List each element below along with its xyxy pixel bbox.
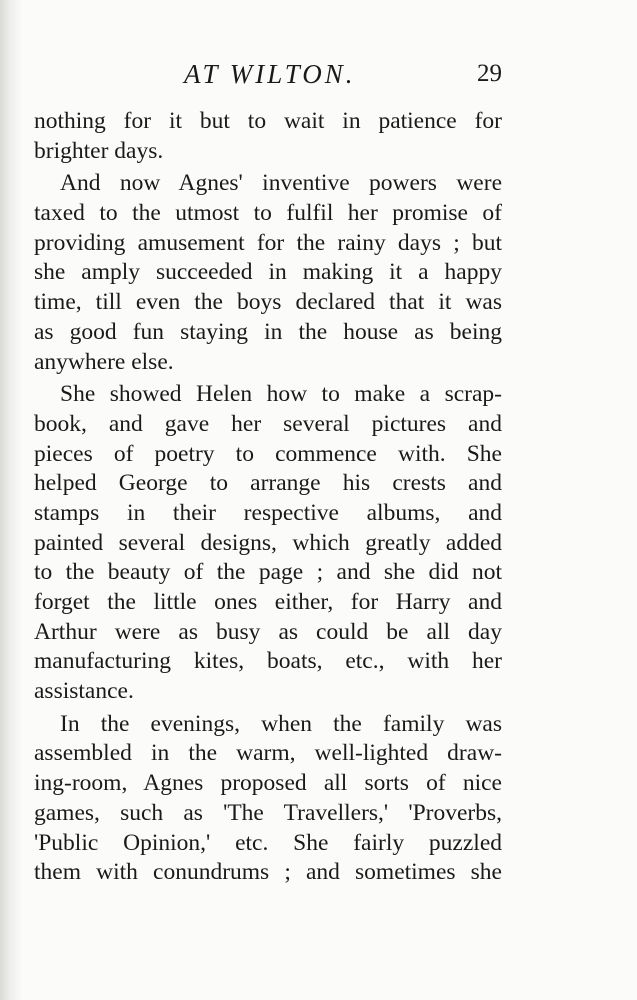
- text-line: book, and gave her several pictures and: [34, 410, 502, 437]
- text-line: she amply succeeded in making it a happy: [34, 259, 502, 286]
- running-title: AT WILTON.: [184, 59, 356, 89]
- text-line: helped George to arrange his crests and: [34, 470, 502, 497]
- page-number: 29: [477, 60, 502, 87]
- text-line: to the beauty of the page ; and she did not: [34, 559, 502, 586]
- paragraph: [34, 710, 502, 888]
- text-line: painted several designs, which greatly added: [34, 529, 502, 556]
- paragraph: [34, 107, 502, 166]
- text-line: anywhere else.: [34, 348, 174, 375]
- text-line: taxed to the utmost to fulfil her promise of: [34, 200, 502, 227]
- text-line: providing amusement for the rainy days ; but: [34, 229, 502, 256]
- text-line: ing-room, Agnes proposed all sorts of nice: [34, 770, 502, 797]
- text-line: manufacturing kites, boats, etc., with her: [34, 648, 502, 675]
- text-line: pieces of poetry to commence with. She: [34, 440, 502, 467]
- text-line: assistance.: [34, 678, 134, 705]
- text-line: brighter days.: [34, 137, 164, 164]
- text-line: stamps in their respective albums, and: [34, 499, 502, 526]
- text-line: time, till even the boys declared that it was: [34, 289, 502, 316]
- paragraph: [34, 380, 502, 707]
- text-line: forget the little ones either, for Harry and: [34, 589, 502, 615]
- text-line: nothing for it but to wait in patience for: [34, 108, 502, 134]
- paragraph: [34, 169, 502, 377]
- text-line: assembled in the warm, well-lighted draw-: [34, 740, 502, 767]
- text-line: In the evenings, when the family was: [60, 710, 502, 737]
- text-line: them with conundrums ; and sometimes she: [34, 859, 502, 886]
- text-line: games, such as 'The Travellers,' 'Proverbs,: [34, 799, 502, 826]
- running-header: [34, 56, 502, 92]
- body-text: [34, 107, 502, 888]
- page-binding-shadow: [0, 0, 22, 1000]
- text-line: as good fun staying in the house as being: [34, 318, 502, 345]
- text-line: And now Agnes' inventive powers were: [60, 170, 502, 197]
- text-line: 'Public Opinion,' etc. She fairly puzzled: [34, 829, 502, 856]
- text-line: She showed Helen how to make a scrap-: [60, 381, 502, 408]
- text-line: Arthur were as busy as could be all day: [34, 618, 502, 645]
